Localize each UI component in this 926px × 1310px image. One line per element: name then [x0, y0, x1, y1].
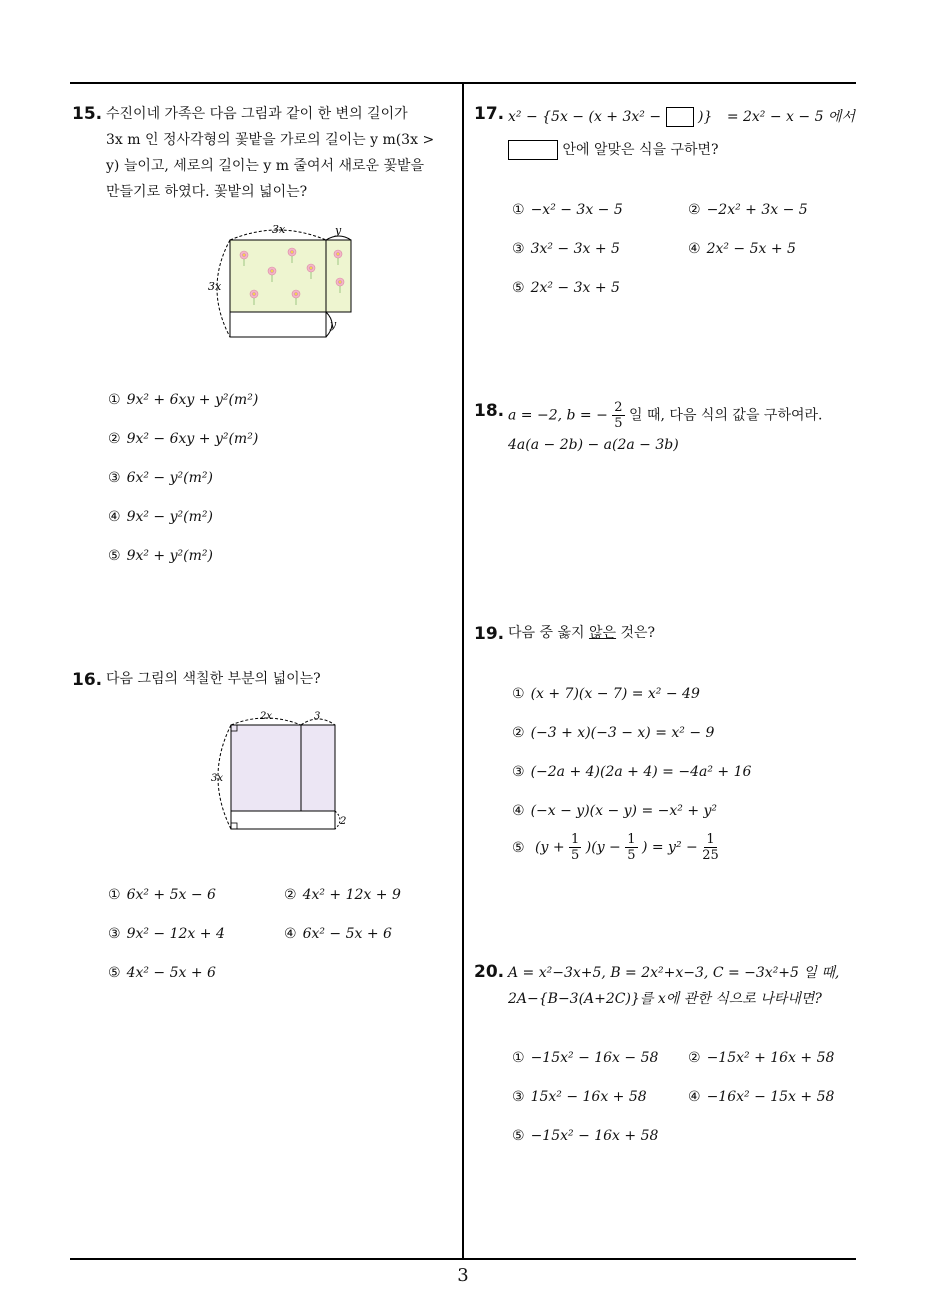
q18-pre: a = −2, b = −	[508, 407, 608, 424]
q15-label-top: 3x	[272, 223, 286, 236]
q15-option-2[interactable]: ② 9x² − 6xy + y²(m²)	[108, 431, 259, 447]
q20-line-1: A = x²−3x+5, B = 2x²+x−3, C = −3x²+5 일 때,	[508, 965, 840, 981]
q15-removed-strip	[230, 312, 326, 337]
q17-option-3[interactable]: ③ 3x² − 3x + 5	[512, 241, 620, 257]
q17-line-2-text: 안에 알맞은 식을 구하면?	[562, 142, 719, 158]
q19-number: 19.	[474, 624, 505, 644]
q16-option-4[interactable]: ④ 6x² − 5x + 6	[284, 926, 392, 942]
q17-option-5[interactable]: ⑤ 2x² − 3x + 5	[512, 280, 620, 296]
page-number: 3	[457, 1265, 469, 1286]
q17-answer-box	[508, 140, 558, 160]
q19-option-5[interactable]: ⑤ (y + $\frac{1}{5}$ )(y − $\frac{1}{5}$ ) = y² − $\frac{1}{25}$	[512, 832, 719, 863]
q16-bottom-strip	[231, 811, 335, 829]
q15-flower-bed-figure	[200, 218, 365, 343]
q16-text: 다음 그림의 색칠한 부분의 넓이는?	[106, 671, 321, 687]
q15-number: 15.	[72, 104, 103, 124]
q16-shaded-region	[231, 725, 335, 811]
q17-line-2	[508, 137, 719, 163]
q20-line-2: 2A−{B−3(A+2C)}를 x에 관한 식으로 나타내면?	[508, 991, 822, 1007]
q15-option-3[interactable]: ③ 6x² − y²(m²)	[108, 470, 213, 486]
q17-option-1[interactable]: ① −x² − 3x − 5	[512, 202, 623, 218]
q18-condition	[508, 400, 822, 431]
q16-label-left: 3x	[211, 773, 224, 784]
column-divider	[462, 82, 464, 1260]
q20-text	[508, 960, 839, 1012]
q15-option-4[interactable]: ④ 9x² − y²(m²)	[108, 509, 213, 525]
q20-option-1[interactable]: ① −15x² − 16x − 58	[512, 1050, 659, 1066]
q15-text	[106, 101, 456, 205]
q15-label-right-bottom: y	[330, 318, 337, 331]
q16-label-top-left: 2x	[260, 711, 273, 722]
q16-rectangle-figure	[205, 705, 355, 835]
q19-option-1[interactable]: ① (x + 7)(x − 7) = x² − 49	[512, 686, 700, 702]
q17-eq-close: )}	[697, 109, 713, 125]
q15-line-3: y) 늘이고, 세로의 길이는 y m 줄여서 새로운 꽃밭을	[106, 158, 425, 174]
q18-fraction: $\frac{2}{5}$	[614, 400, 623, 431]
q15-label-right-top: y	[335, 224, 342, 237]
q15-line-1: 수진이네 가족은 다음 그림과 같이 한 변의 길이가	[106, 106, 408, 122]
q17-equation	[508, 104, 855, 130]
q17-option-2[interactable]: ② −2x² + 3x − 5	[688, 202, 808, 218]
q19-option-4[interactable]: ④ (−x − y)(x − y) = −x² + y²	[512, 803, 718, 819]
q15-line-4: 만들기로 하였다. 꽃밭의 넓이는?	[106, 184, 308, 200]
q20-option-4[interactable]: ④ −16x² − 15x + 58	[688, 1089, 835, 1105]
q19-option-2[interactable]: ② (−3 + x)(−3 − x) = x² − 9	[512, 725, 715, 741]
q18-expression: 4a(a − 2b) − a(2a − 3b)	[508, 437, 679, 453]
q18-post: 일 때, 다음 식의 값을 구하여라.	[629, 407, 823, 424]
q15-label-left: 3x	[208, 280, 222, 293]
q20-option-3[interactable]: ③ 15x² − 16x + 58	[512, 1089, 647, 1105]
q20-option-5[interactable]: ⑤ −15x² − 16x + 58	[512, 1128, 659, 1144]
q17-number: 17.	[474, 104, 505, 124]
q19-option-3[interactable]: ③ (−2a + 4)(2a + 4) = −4a² + 16	[512, 764, 752, 780]
q16-option-1[interactable]: ① 6x² + 5x − 6	[108, 887, 216, 903]
q16-label-top-right: 3	[314, 711, 321, 722]
q20-number: 20.	[474, 962, 505, 982]
q19-underlined-word: 않은	[588, 625, 617, 641]
q16-option-2[interactable]: ② 4x² + 12x + 9	[284, 887, 401, 903]
q20-option-2[interactable]: ② −15x² + 16x + 58	[688, 1050, 835, 1066]
q16-number: 16.	[72, 670, 103, 690]
q18-number: 18.	[474, 401, 505, 421]
q15-option-1[interactable]: ① 9x² + 6xy + y²(m²)	[108, 392, 259, 408]
q17-eq-left: x² − {5x − (x + 3x² −	[508, 109, 662, 125]
q17-blank-box	[666, 107, 694, 127]
q16-label-right-bottom: 2	[340, 816, 347, 827]
q16-option-3[interactable]: ③ 9x² − 12x + 4	[108, 926, 225, 942]
q16-option-5[interactable]: ⑤ 4x² − 5x + 6	[108, 965, 216, 981]
q19-text: 다음 중 옳지 않은 것은?	[508, 625, 656, 641]
bottom-rule	[70, 1258, 856, 1260]
q17-eq-right: = 2x² − x − 5 에서	[726, 109, 855, 125]
q15-line-2: 3x m 인 정사각형의 꽃밭을 가로의 길이는 y m(3x >	[106, 132, 435, 148]
q15-option-5[interactable]: ⑤ 9x² + y²(m²)	[108, 548, 213, 564]
q17-option-4[interactable]: ④ 2x² − 5x + 5	[688, 241, 796, 257]
